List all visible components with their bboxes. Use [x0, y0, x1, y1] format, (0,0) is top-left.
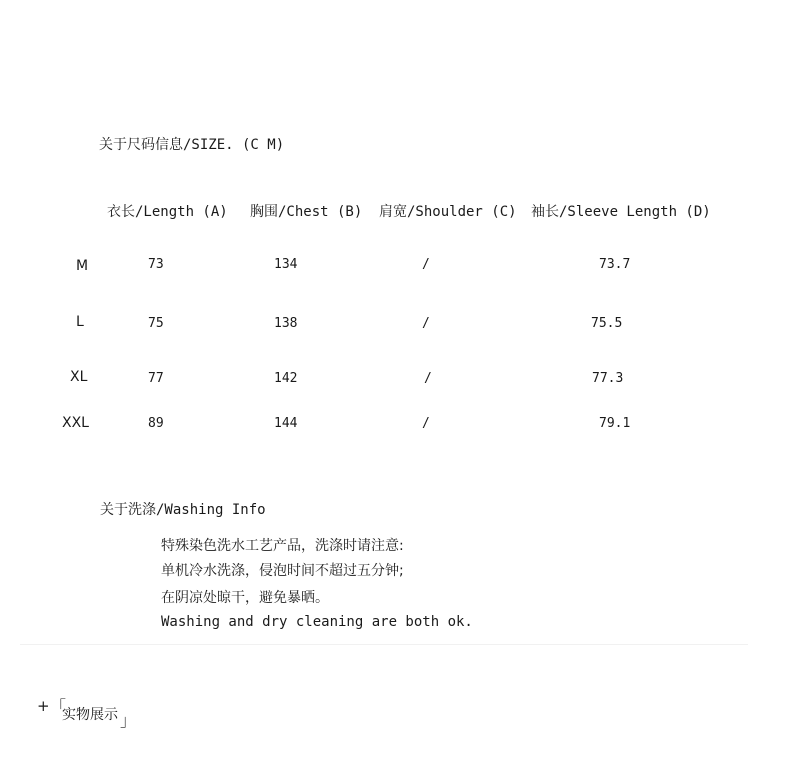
cell-l-chest: 138 [274, 316, 298, 331]
washing-line: 在阴凉处晾干，避免暴晒。 [161, 590, 329, 606]
header-shoulder: 肩宽/Shoulder (C) [379, 204, 517, 220]
cell-xxl-length: 89 [148, 416, 164, 431]
cell-l-length: 75 [148, 316, 164, 331]
cell-m-shoulder: / [422, 257, 430, 272]
cell-xl-length: 77 [148, 371, 164, 386]
cell-m-length: 73 [148, 257, 164, 272]
size-label-xl: XL [70, 369, 88, 385]
section-divider [20, 644, 748, 645]
cell-xxl-chest: 144 [274, 416, 298, 431]
cell-xl-shoulder: / [424, 371, 432, 386]
cell-l-shoulder: / [422, 316, 430, 331]
header-sleeve-length: 袖长/Sleeve Length (D) [531, 204, 711, 220]
header-length: 衣长/Length (A) [107, 204, 228, 220]
size-label-xxl: XXL [62, 415, 89, 431]
header-chest: 胸围/Chest (B) [250, 204, 363, 220]
size-info-title: 关于尺码信息/SIZE. (C M) [99, 137, 285, 153]
plus-icon: + [37, 697, 50, 715]
washing-info-title: 关于洗涤/Washing Info [100, 502, 266, 518]
washing-line: 单机冷水洗涤，侵泡时间不超过五分钟; [161, 563, 404, 579]
cell-m-sleeve: 73.7 [599, 257, 631, 272]
close-bracket: 」 [120, 711, 137, 730]
size-label-l: L [76, 314, 84, 330]
washing-line: 特殊染色洗水工艺产品，洗涤时请注意: [161, 538, 404, 554]
product-showcase-title: 实物展示 [62, 707, 118, 723]
washing-line: Washing and dry cleaning are both ok. [161, 614, 473, 630]
cell-xxl-shoulder: / [422, 416, 430, 431]
cell-l-sleeve: 75.5 [591, 316, 623, 331]
size-label-m: M [76, 258, 89, 274]
cell-xxl-sleeve: 79.1 [599, 416, 631, 431]
cell-xl-chest: 142 [274, 371, 298, 386]
cell-m-chest: 134 [274, 257, 298, 272]
open-bracket: 「 [50, 697, 67, 716]
cell-xl-sleeve: 77.3 [592, 371, 624, 386]
